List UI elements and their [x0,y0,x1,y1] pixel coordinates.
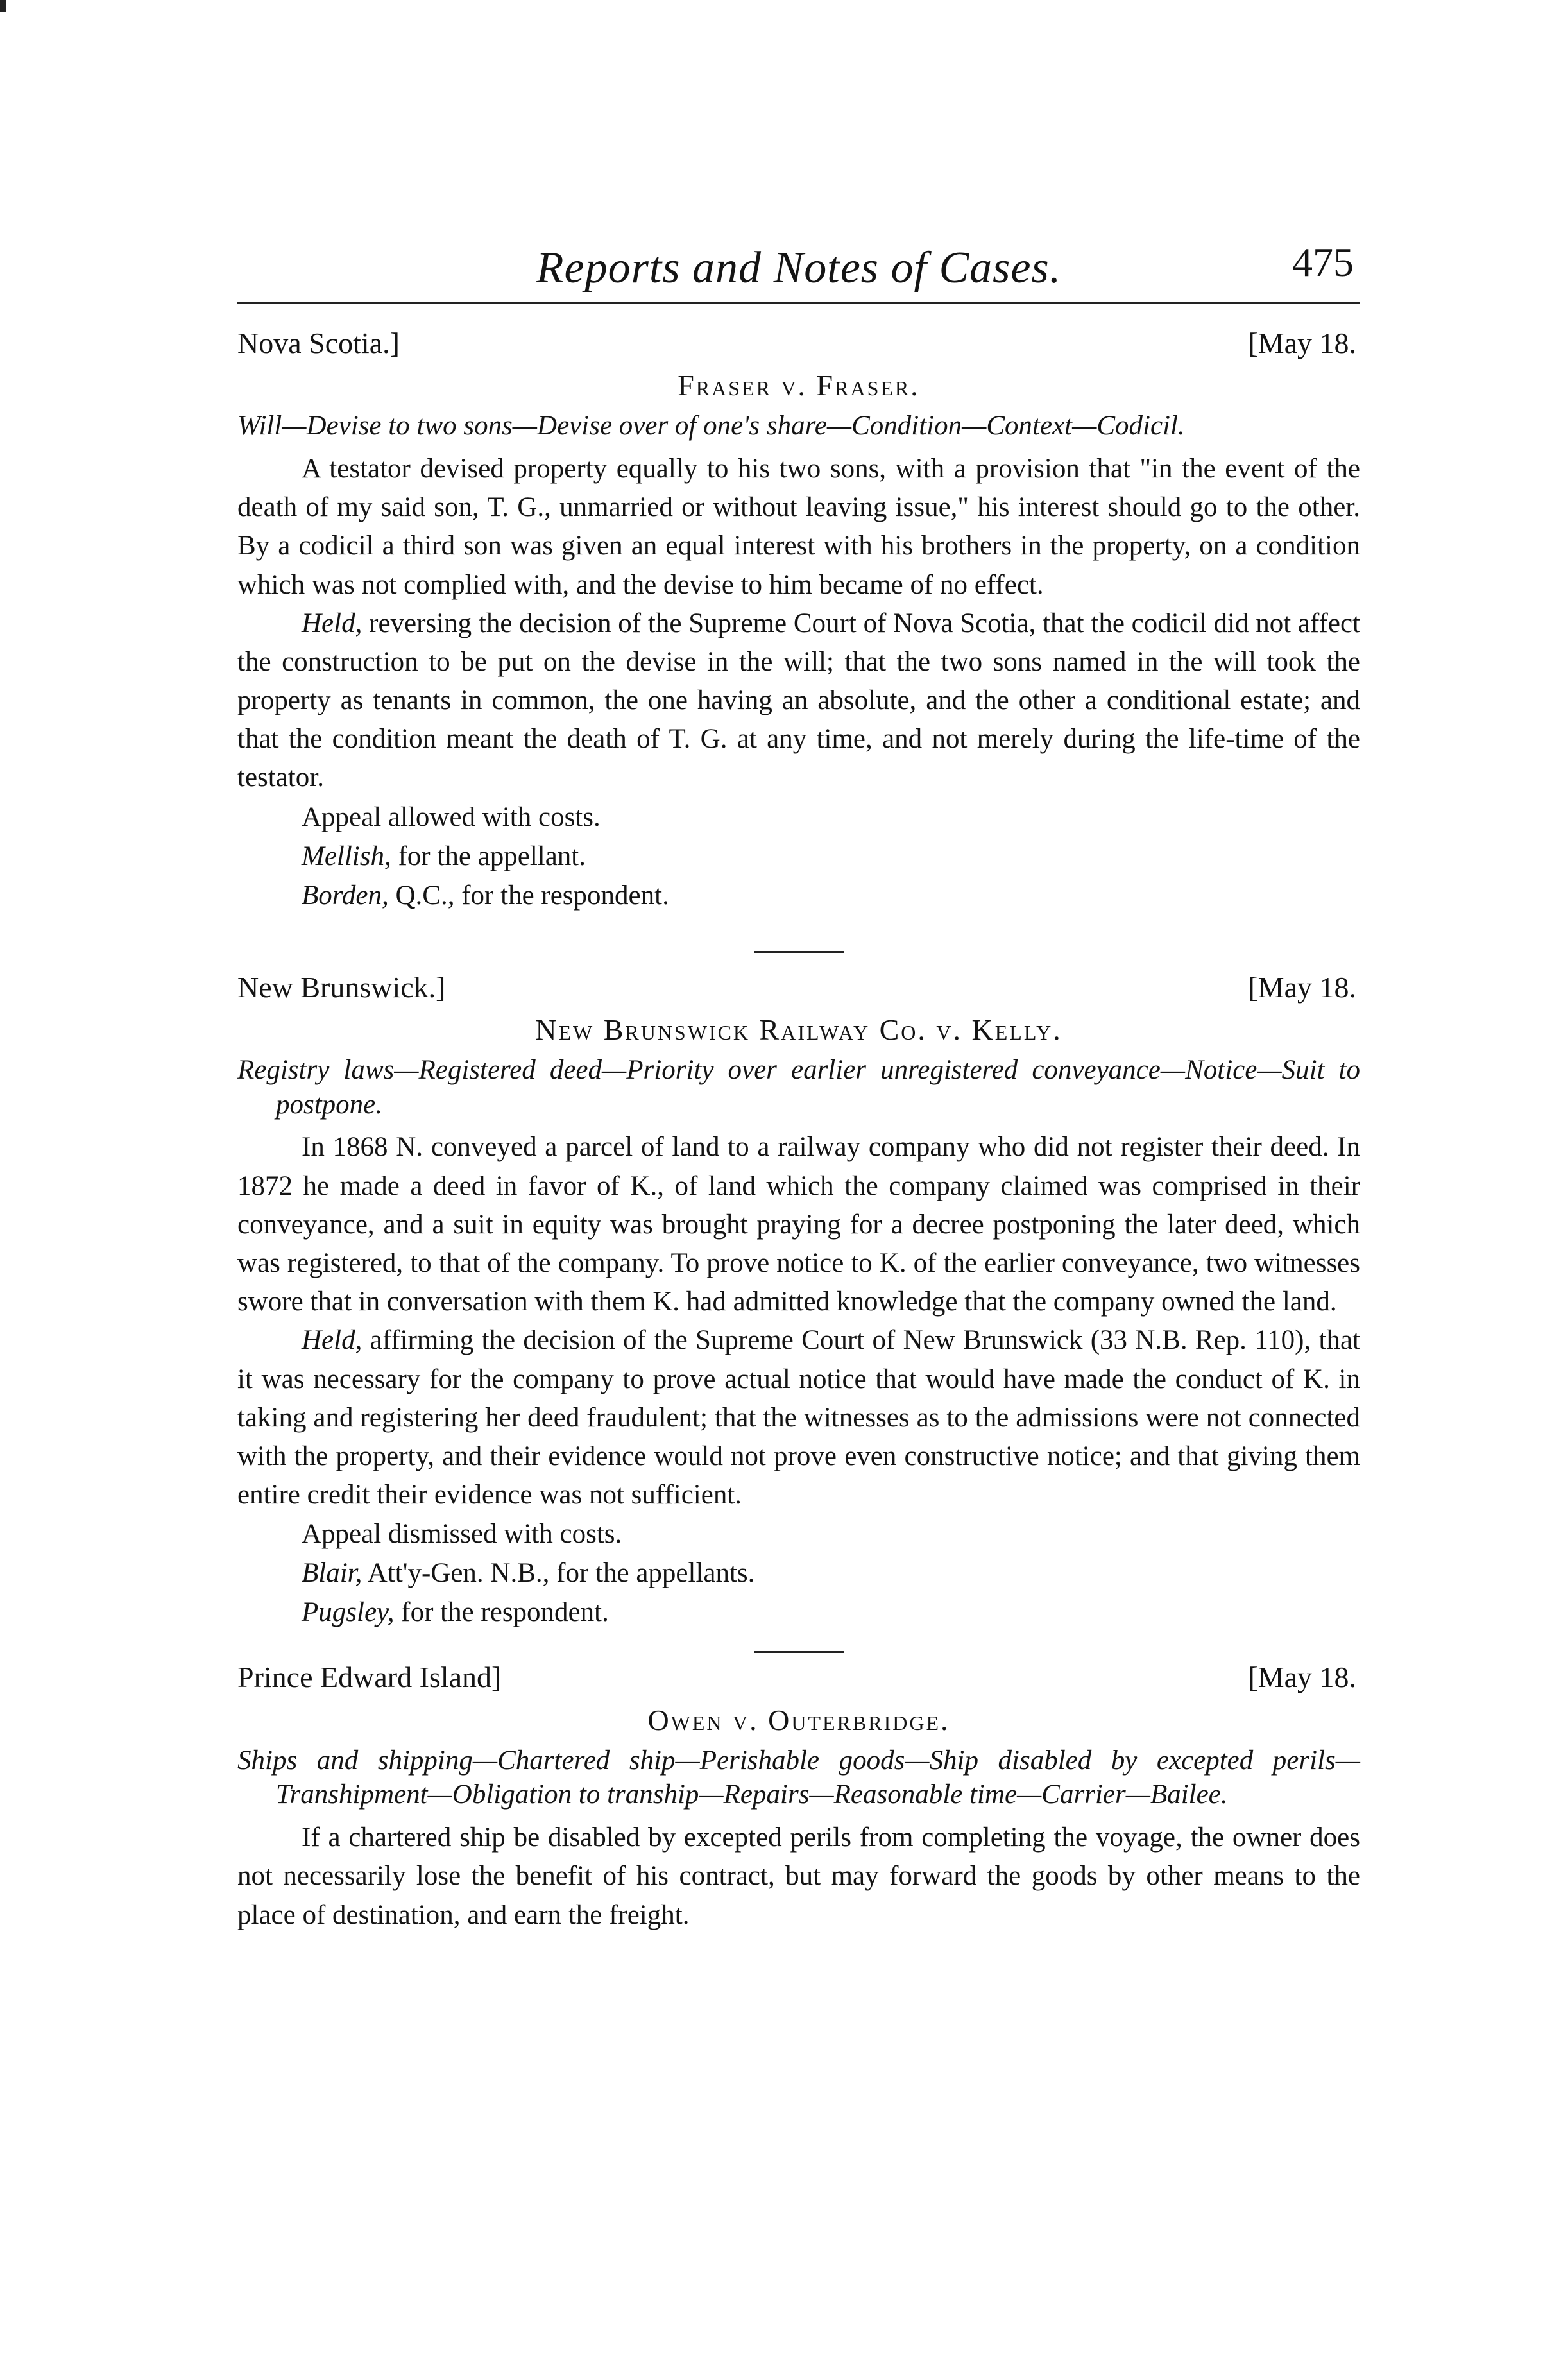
held-text: affirming the decision of the Supreme Court of New Brunswick (33 N.B. Rep. 110), that it was necessary for the company to prove actual notice that would have made the conduct of K. in taking and registering her deed fraudulent; that the witnesses as to the admissions were not connected with the property, and their evidence would not prove even constructive notice; and that giving them entire credit their evidence was not sufficient. [237,1325,1360,1511]
case-facts: If a chartered ship be disabled by excepted perils from completing the voyage, the owner does not necessarily lose the benefit of his contract, but may forward the goods by other means to the place of destination, and earn the freight. [237,1822,1360,1930]
case-owen [237,1659,1360,1934]
running-title: Reports and Notes of Cases. [536,243,1062,293]
case-jurisdiction: New Brunswick.] [237,970,446,1004]
document-page [237,231,1360,1935]
case-fraser [237,325,1360,915]
case-separator-rule [754,951,844,953]
page-number: 475 [1292,239,1354,285]
case-date: [May 18. [1248,970,1356,1004]
counsel-line [237,876,1360,915]
case-date: [May 18. [1248,1661,1356,1694]
case-headnote: Ships and shipping—Chartered ship—Perishable goods—Ship disabled by excepted perils—Transhipment—Obligation to tranship—Repairs—Reasonable time—Carrier—Bailee. [237,1745,1360,1810]
case-nb-railway [237,970,1360,1632]
case-jurisdiction-row [237,325,1360,361]
case-title: Fraser v. Fraser. [678,369,920,402]
counsel-role: for the respondent. [394,1597,609,1628]
held-label: Held, [302,608,362,638]
counsel-line [237,1554,1360,1593]
counsel-line [237,837,1360,876]
counsel-role: for the appellant. [391,841,586,871]
held-label: Held, [302,1325,362,1356]
case-result: Appeal dismissed with costs. [302,1519,622,1550]
counsel-name: Mellish, [302,841,391,871]
scan-edge-mark [0,0,6,12]
case-title: New Brunswick Railway Co. v. Kelly. [535,1013,1062,1046]
case-separator-rule [754,1651,844,1653]
case-holding [237,604,1360,798]
page-header [237,231,1360,304]
case-date: [May 18. [1248,327,1356,359]
case-title: Owen v. Outerbridge. [647,1703,950,1736]
case-facts: In 1868 N. conveyed a parcel of land to a railway company who did not register their deed. In 1872 he made a deed in favor of K., of land which the company claimed was comprised in their conveyance, and a suit in equity was brought praying for a decree postponing the later deed, which was registered, to that of the company. To prove notice to K. of the earlier conveyance, two witnesses swore that in conversation with them K. had admitted knowledge that the company owned the land. [237,1132,1360,1317]
case-facts: A testator devised property equally to his two sons, with a provision that "in the event of the death of my said son, T. G., unmarried or without leaving issue," his interest should go to the other. By a codicil a third son was given an equal interest with his brothers in the property, on a condition which was not complied with, and the devise to him became of no effect. [237,453,1360,600]
case-holding [237,1321,1360,1514]
held-text: reversing the decision of the Supreme Court of Nova Scotia, that the codicil did not affect the construction to be put on the devise in the will; that the two sons named in the will took the property as tenants in common, the one having an absolute, and the other a conditional estate; and that the condition meant the death of T. G. at any time, and not merely during the life-time of the testator. [237,608,1360,793]
case-jurisdiction-row [237,1659,1360,1695]
counsel-role: Q.C., for the respondent. [388,880,669,911]
case-jurisdiction: Nova Scotia.] [237,327,400,359]
case-jurisdiction-row [237,970,1360,1005]
counsel-role: Att'y-Gen. N.B., for the appellants. [362,1558,755,1589]
case-headnote: Registry laws—Registered deed—Priority over earlier unregistered conveyance—Notice—Suit to postpone. [237,1054,1360,1120]
counsel-name: Blair, [302,1558,362,1589]
case-headnote: Will—Devise to two sons—Devise over of one's share—Condition—Context—Codicil. [237,411,1185,441]
case-jurisdiction: Prince Edward Island] [237,1661,502,1694]
counsel-line [237,1593,1360,1632]
counsel-name: Borden, [302,880,389,911]
counsel-name: Pugsley, [302,1597,395,1628]
case-result: Appeal allowed with costs. [302,801,601,832]
